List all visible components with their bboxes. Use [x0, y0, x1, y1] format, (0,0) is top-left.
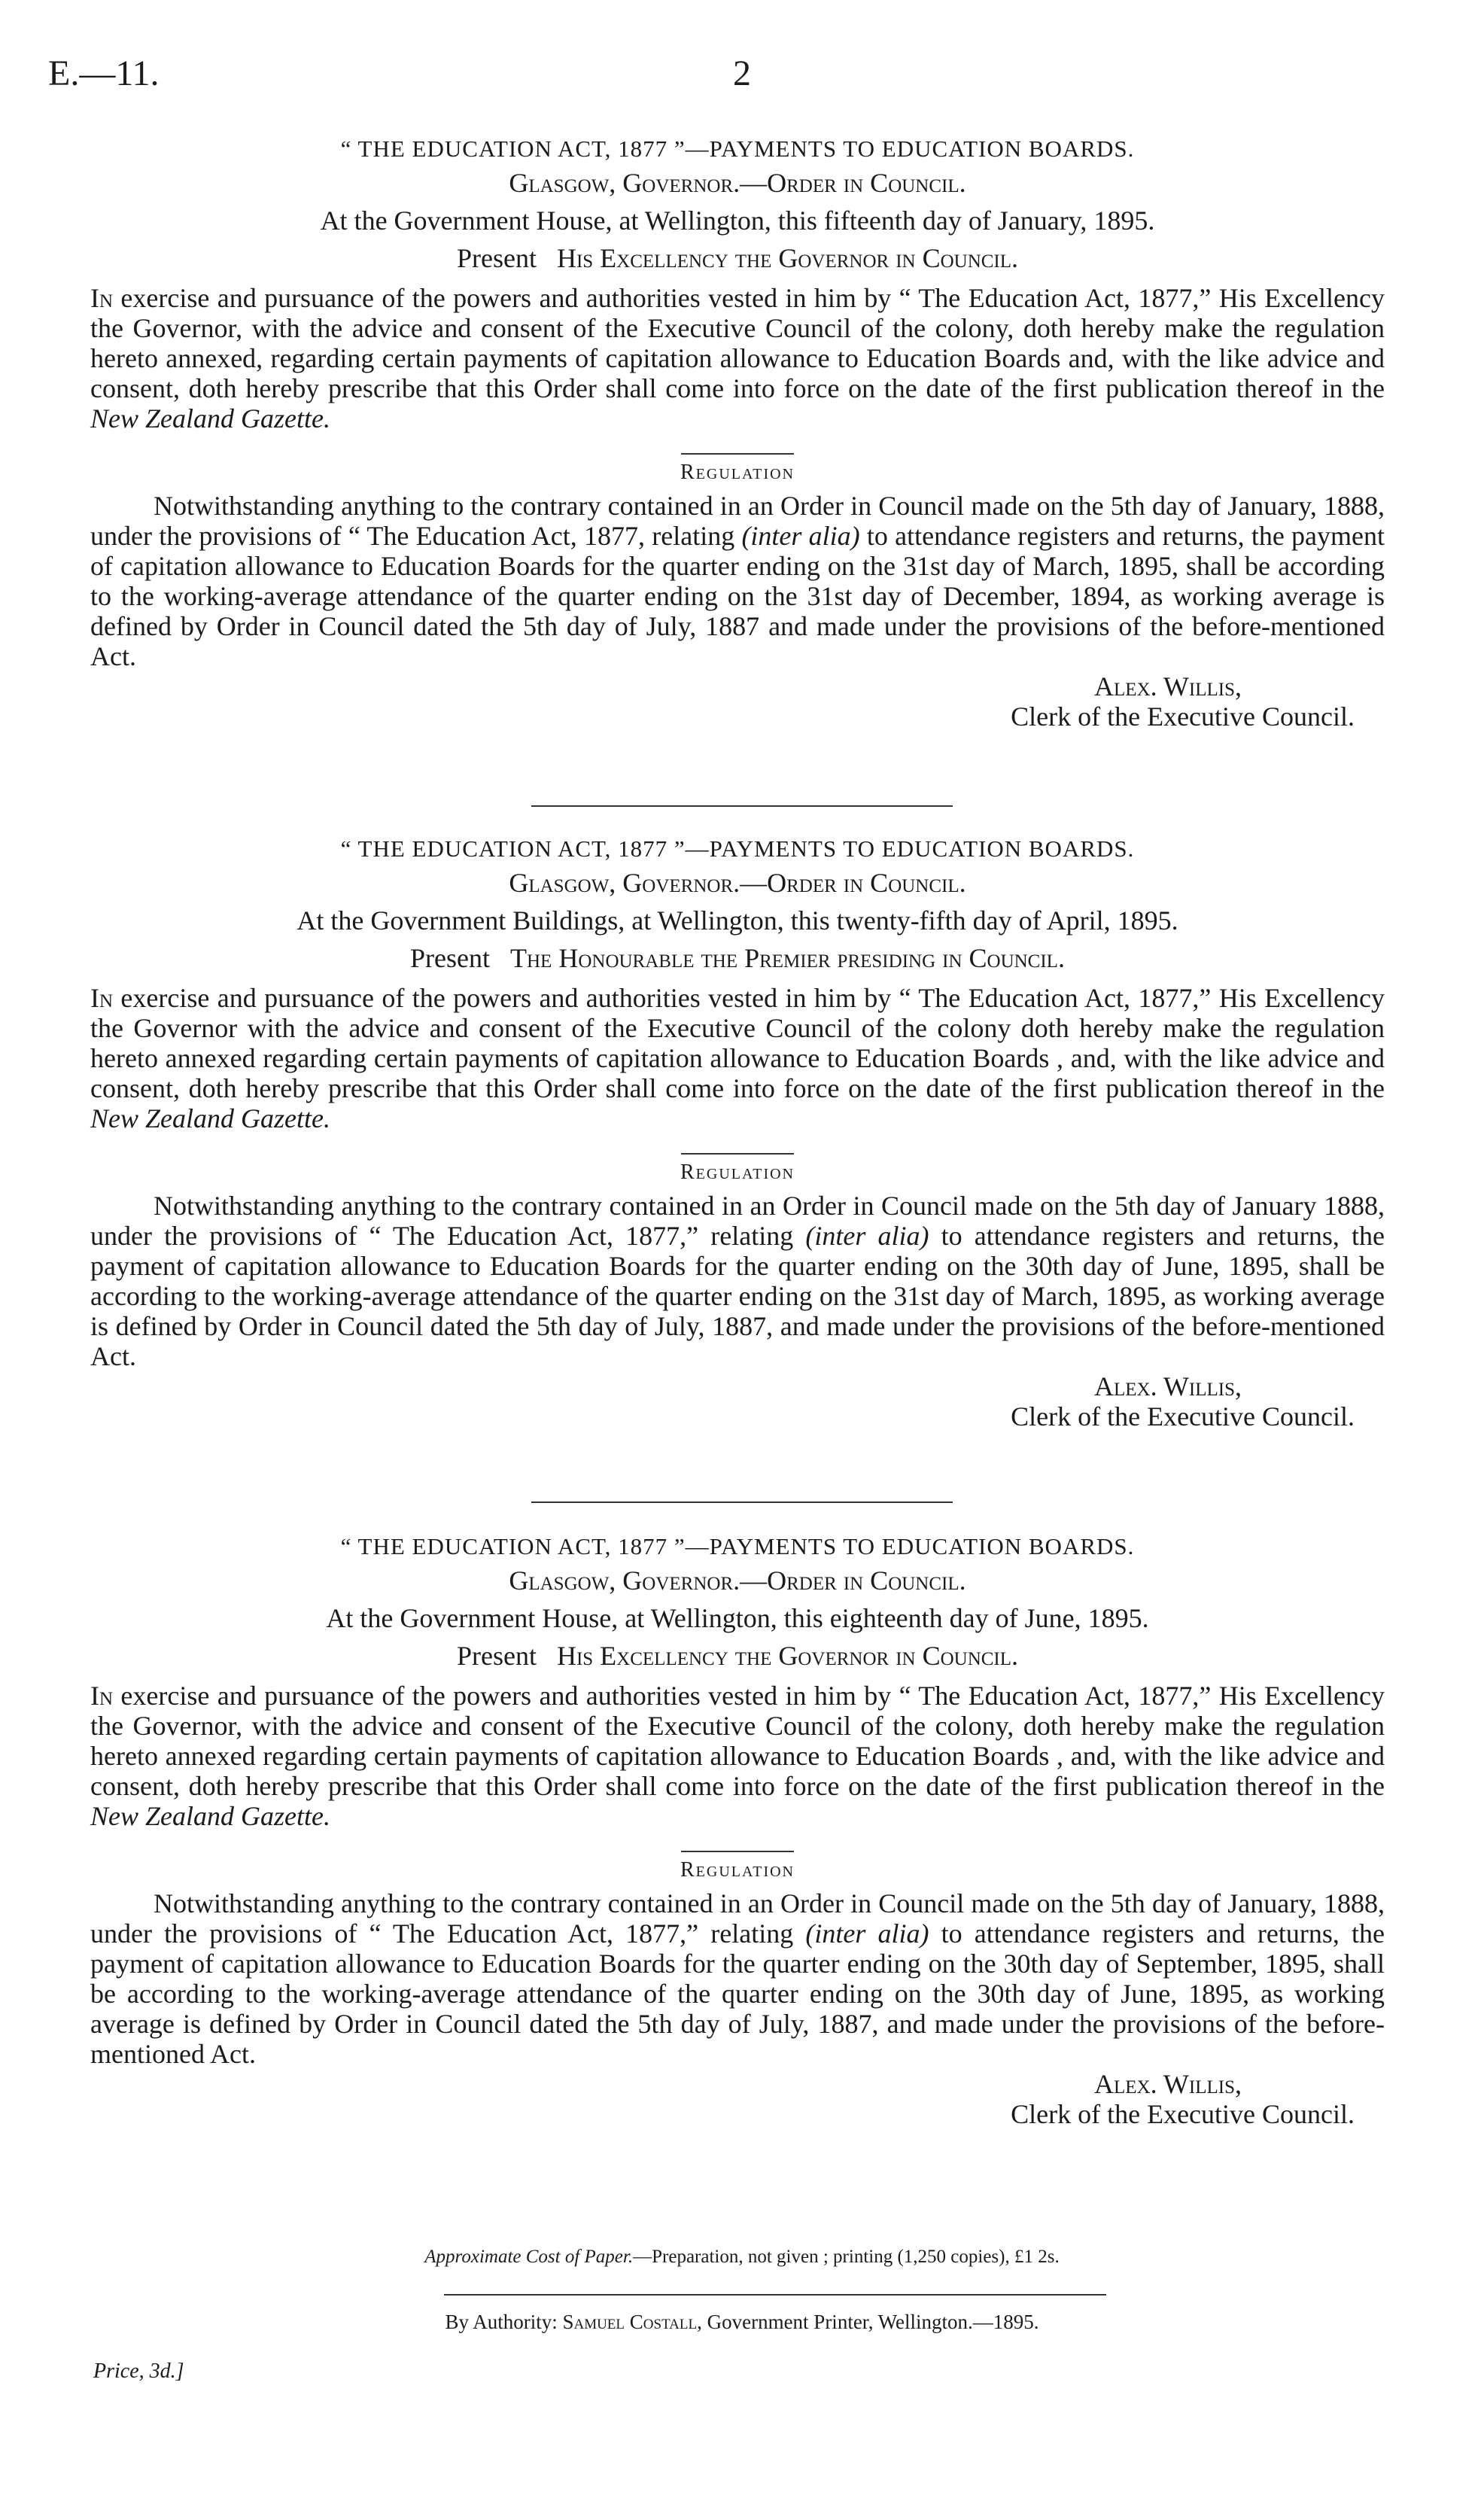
inter-alia: (inter alia)	[805, 1918, 929, 1949]
signatory-title: Clerk of the Executive Council.	[1011, 2099, 1355, 2129]
governor-line: Glasgow, Governor.—Order in Council.	[509, 168, 966, 198]
present-label: Present	[456, 1641, 537, 1671]
governor-line: Glasgow, Governor.—Order in Council.	[509, 868, 966, 898]
regulation-rule	[681, 1153, 794, 1155]
regulation-text-a: Notwithstanding anything to the contrary contained in an Order in Council made on the 5th day of January, 1888, under the provisions of “ The Education Act, 1877,” relating	[90, 1888, 1385, 1949]
order-title: “ THE EDUCATION ACT, 1877 ”—PAYMENTS TO EDUCATION BOARDS.	[340, 135, 1135, 162]
preamble	[90, 283, 1385, 434]
present-body: His Excellency the Governor in Council.	[556, 243, 1019, 273]
signatory-title: Clerk of the Executive Council.	[1011, 1401, 1355, 1431]
gazette-name: New Zealand Gazette.	[90, 1801, 330, 1831]
inter-alia: (inter alia)	[741, 521, 860, 551]
signatory-title: Clerk of the Executive Council.	[1011, 701, 1355, 732]
regulation-text	[90, 1191, 1385, 1371]
regulation-text-b: to attendance registers and returns, the payment of capitation allowance to Education Boards for the quarter ending on the 31st day of March, 1895, shall be according to the working-average attendance of the quarter ending on the 31st day of December, 1894, as working average is defined by Order in Council dated the 5th day of July, 1887 and made under the provisions of the before-mentioned Act.	[90, 521, 1385, 671]
governor-line: Glasgow, Governor.—Order in Council.	[509, 1565, 966, 1596]
regulation-text-b: to attendance registers and returns, the payment of capitation allowance to Education Boards for the quarter ending on the 30th day of June, 1895, shall be according to the working-average attendance of the quarter ending on the 31st day of March, 1895, as working average is defined by Order in Council dated the 5th day of July, 1887, and made under the provisions of the before-mentioned Act.	[90, 1221, 1385, 1371]
preamble	[90, 983, 1385, 1133]
regulation-text-a: Notwithstanding anything to the contrary contained in an Order in Council made on the 5th day of January, 1888, under the provisions of “ The Education Act, 1877, relating	[90, 491, 1385, 551]
signature-block	[90, 671, 1385, 732]
present-body: His Excellency the Governor in Council.	[556, 1641, 1019, 1671]
preamble-text: exercise and pursuance of the powers and authorities vested in him by “ The Education Act, 1877,” His Excellency the Governor, with the advice and consent of the Executive Council of the colony, doth hereby make the regulation hereto annexed regarding certain payments of capitation allowance to Education Boards , and, with the like advice and consent, doth hereby prescribe that this Order shall come into force on the date of the first publication thereof in the	[90, 1681, 1385, 1801]
section-divider	[531, 805, 953, 807]
cost-text: —Preparation, not given ; printing (1,250 copies), £1 2s.	[633, 2247, 1060, 2267]
printer-name: Samuel Costall,	[562, 2311, 702, 2333]
place-date: At the Government Buildings, at Wellington, this twenty-fifth day of April, 1895.	[296, 905, 1178, 936]
order-in-council-2	[90, 834, 1385, 1431]
footer-rule	[444, 2294, 1106, 2296]
inter-alia: (inter alia)	[805, 1221, 929, 1251]
present-line	[90, 239, 1385, 277]
order-in-council-1	[90, 134, 1385, 732]
order-in-council-3	[90, 1532, 1385, 2129]
regulation-heading: Regulation	[680, 1858, 795, 1882]
regulation-text	[90, 491, 1385, 671]
signature-block	[90, 2069, 1385, 2129]
regulation-heading: Regulation	[680, 1161, 795, 1184]
document-reference: E.—11.	[48, 53, 160, 93]
page-number: 2	[733, 53, 751, 93]
place-date: At the Government House, at Wellington, this eighteenth day of June, 1895.	[326, 1603, 1149, 1633]
place-date: At the Government House, at Wellington, this fifteenth day of January, 1895.	[320, 205, 1155, 236]
cost-label: Approximate Cost of Paper.	[424, 2247, 634, 2267]
price-note: Price, 3d.]	[93, 2359, 184, 2383]
preamble-text: exercise and pursuance of the powers and authorities vested in him by “ The Education Act, 1877,” His Excellency the Governor with the advice and consent of the Executive Council of the colony doth hereby make the regulation hereto annexed regarding certain payments of capitation allowance to Education Boards , and, with the like advice and consent, doth hereby prescribe that this Order shall come into force on the date of the first publication thereof in the	[90, 983, 1385, 1103]
present-label: Present	[410, 943, 491, 973]
present-line	[90, 939, 1385, 977]
signatory-name: Alex. Willis,	[1093, 2069, 1242, 2099]
regulation-heading: Regulation	[680, 461, 795, 484]
signatory-name: Alex. Willis,	[1093, 671, 1242, 701]
regulation-rule	[681, 453, 794, 455]
present-line	[90, 1637, 1385, 1675]
preamble-lead: In	[90, 283, 114, 313]
regulation-text-b: to attendance registers and returns, the payment of capitation allowance to Education Boards for the quarter ending on the 30th day of September, 1895, shall be according to the working-average attendance of the quarter ending on the 30th day of June, 1895, as working average is defined by Order in Council dated the 5th day of July, 1887, and made under the provisions of the before-mentioned Act.	[90, 1918, 1385, 2069]
authority-line	[0, 2311, 1484, 2334]
preamble-text: exercise and pursuance of the powers and authorities vested in him by “ The Education Act, 1877,” His Excellency the Governor, with the advice and consent of the Executive Council of the colony, doth hereby make the regulation hereto annexed, regarding certain payments of capitation allowance to Education Boards and, with the like advice and consent, doth hereby prescribe that this Order shall come into force on the date of the first publication thereof in the	[90, 283, 1385, 403]
preamble-lead: In	[90, 983, 114, 1013]
section-divider	[531, 1501, 953, 1503]
signature-block	[90, 1371, 1385, 1431]
order-title: “ THE EDUCATION ACT, 1877 ”—PAYMENTS TO EDUCATION BOARDS.	[340, 1533, 1135, 1559]
regulation-text-a: Notwithstanding anything to the contrary contained in an Order in Council made on the 5th day of January 1888, under the provisions of “ The Education Act, 1877,” relating	[90, 1191, 1385, 1251]
present-label: Present	[456, 243, 537, 273]
regulation-text	[90, 1888, 1385, 2069]
preamble	[90, 1681, 1385, 1831]
order-title: “ THE EDUCATION ACT, 1877 ”—PAYMENTS TO EDUCATION BOARDS.	[340, 835, 1135, 862]
authority-rest: Government Printer, Wellington.—1895.	[707, 2311, 1039, 2333]
signatory-name: Alex. Willis,	[1093, 1371, 1242, 1401]
authority-lead: By Authority:	[445, 2311, 558, 2333]
gazette-name: New Zealand Gazette.	[90, 403, 330, 434]
gazette-name: New Zealand Gazette.	[90, 1103, 330, 1133]
printing-cost-note	[0, 2247, 1484, 2268]
regulation-rule	[681, 1851, 794, 1852]
present-body: The Honourable the Premier presiding in Council.	[510, 943, 1065, 973]
preamble-lead: In	[90, 1681, 114, 1711]
